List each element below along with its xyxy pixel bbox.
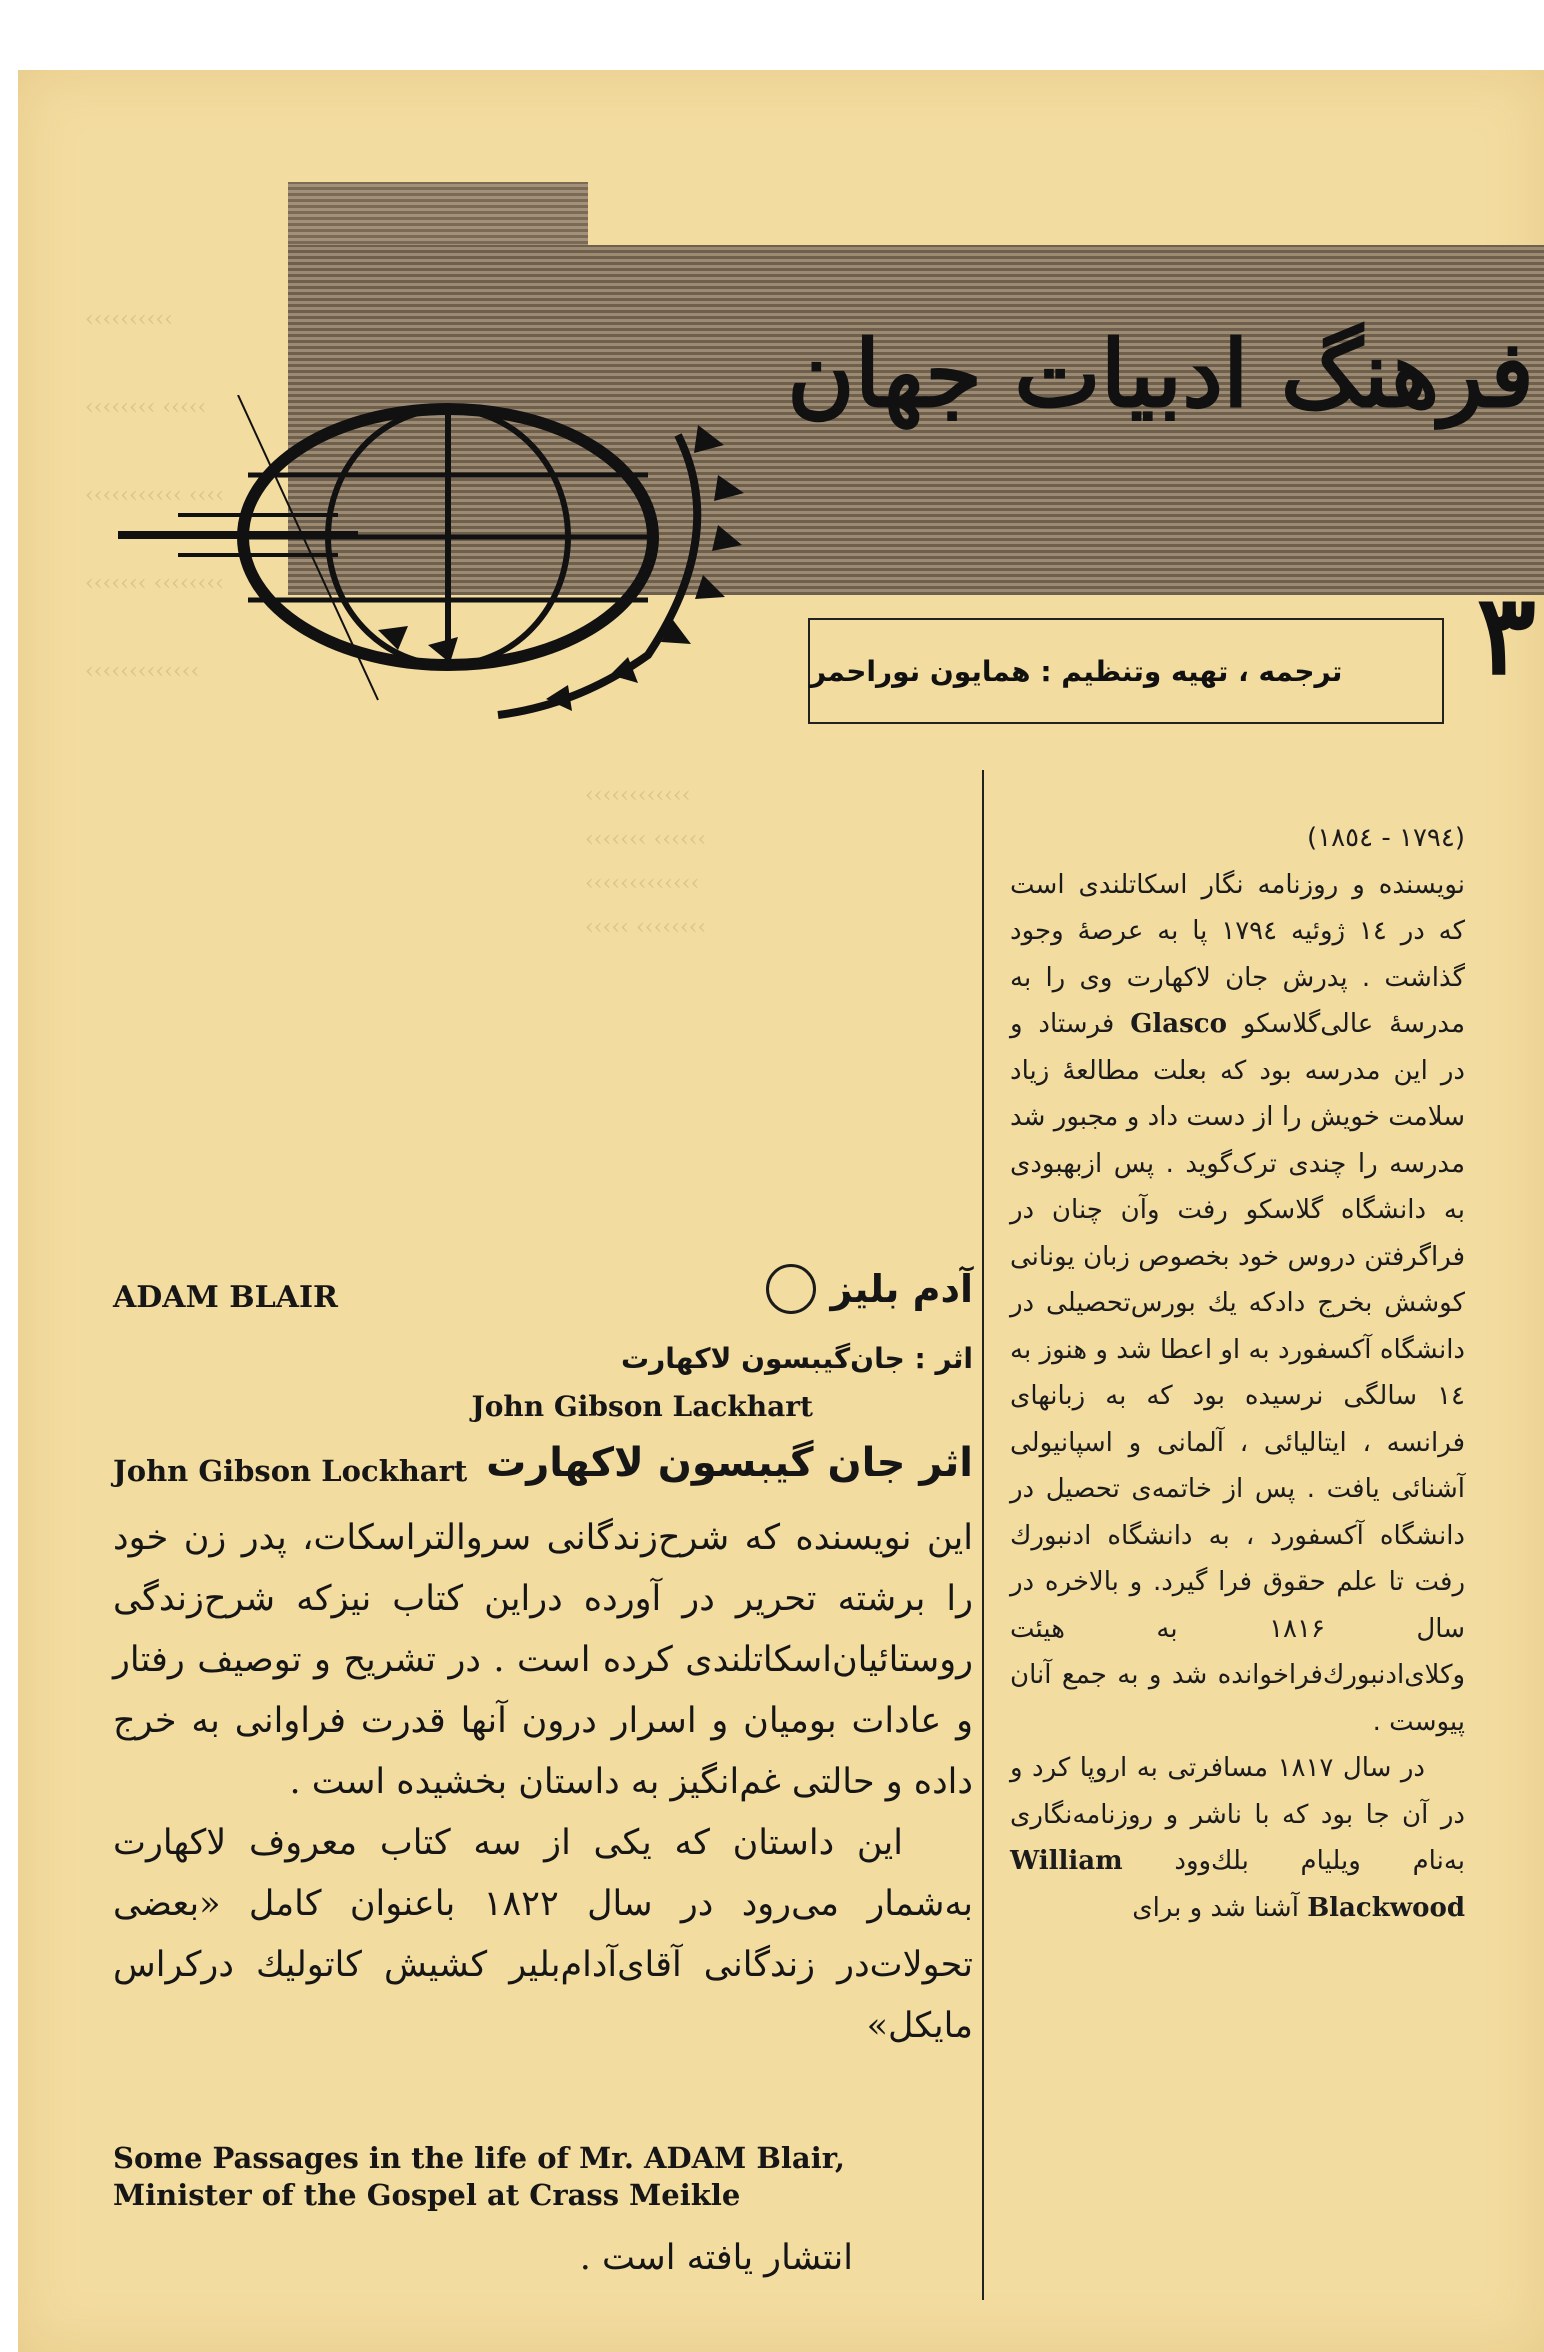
biography-text-1a: نویسنده و روزنامه نگار اسکاتلندی است که در ۱٤ ژوئیه ۱۷۹٤ پا به عرصهٔ وجود گذاشت . پدرش جان لاکهارت وی را به مدرسهٔ عالی‌گلاسکو bbox=[1010, 869, 1466, 1039]
column-divider bbox=[982, 770, 984, 2300]
biography-text-2a: در سال ۱۸۱۷ مسافرتی به اروپا کرد و در آن جا بود که با ناشر و روزنامه‌نگاری به‌نام ویلیام بلك‌وود bbox=[1010, 1753, 1465, 1876]
biography-text-1b: فرستاد و در این مدرسه بود که بعلت مطالعهٔ زیاد سلامت خویش را از دست داد و مجبور شد مدرسه را چندی ترک‌گوید . پس ازبهبودی به دانشگاه گلاسکو رفت وآن چنان در فراگرفتن دروس خود بخصوص زبان یونانی کوشش بخرج دادکه یك بورس‌تحصیلی در دانشگاه آکسفورد به او اعطا شد و هنوز به ۱٤ سالگی نرسیده بود که به زبانهای فرانسه ، ایتالیائی ، آلمانی و اسپانیولی آشنائی یافت . پس از خاتمه‌ی تحصیل در دانشگاه آکسفورد ، به دانشگاه ادنبورك رفت تا علم حقوق فرا گیرد. و بالاخره در سال ۱۸۱۶ به هیئت وکلای‌ادنبورك‌فراخوانده شد و به جمع آنان پیوست . bbox=[1010, 1009, 1465, 1737]
closing-line: انتشار یافته است . bbox=[579, 2238, 853, 2278]
glasco-en: Glasco bbox=[1130, 1009, 1227, 1039]
author-fa: اثر : جان‌گیبسون لاکهارت bbox=[620, 1342, 973, 1375]
circle-bullet-icon bbox=[766, 1264, 816, 1314]
book-title-en: Some Passages in the life of Mr. ADAM Blair, Minister of the Gospel at Crass Meikle bbox=[113, 2141, 845, 2212]
globe-laurel-emblem bbox=[118, 395, 818, 725]
issue-number: ۳ bbox=[1476, 570, 1536, 699]
biography-paragraph bbox=[1010, 862, 1465, 1746]
bleed-through-mid: ‹‹‹‹‹‹‹‹‹‹‹‹ ‹‹‹‹‹‹‹ ‹‹‹‹‹‹ ‹‹‹‹‹‹‹‹‹‹‹‹‹ ‹‹‹‹‹ ‹‹‹‹‹‹‹‹ bbox=[584, 783, 707, 940]
credit-box bbox=[808, 618, 1444, 724]
series-title: فرهنگ ادبیات جهان bbox=[787, 320, 1534, 428]
body-paragraph-2: این داستان که یکی از سه کتاب معروف لاکهارت به‌شمار می‌رود در سال ۱۸۲۲ باعنوان کامل «بعضی تحولات‌در زندگانی آقای‌آدام‌بلیر کشیش کاتولیك درکراس مایکل» bbox=[113, 1823, 973, 2046]
entry-body bbox=[113, 1508, 973, 2057]
heading-fa: اثر جان گیبسون لاکهارت bbox=[486, 1440, 973, 1486]
entry-title-fa-row bbox=[766, 1264, 973, 1314]
lifespan-dates: (۱۷۹٤ - ۱۸٥٤) bbox=[1307, 823, 1465, 853]
author-en: John Gibson Lackhart bbox=[471, 1390, 813, 1423]
bleed-through-left: ‹‹‹‹‹‹‹‹‹‹ ‹‹‹‹‹‹‹‹ ‹‹‹‹‹ ‹‹‹‹‹‹‹‹‹‹‹ ‹‹‹‹ ‹‹‹‹‹‹‹ ‹‹‹‹‹‹‹‹ ‹‹‹‹‹‹‹‹‹‹‹‹‹ bbox=[84, 307, 224, 684]
section-heading bbox=[113, 1440, 973, 1500]
heading-en: John Gibson Lockhart bbox=[113, 1454, 468, 1488]
william-en: William bbox=[1010, 1846, 1123, 1876]
biography-paragraph-2 bbox=[1010, 1745, 1465, 1931]
entry-title-en: ADAM BLAIR bbox=[113, 1280, 338, 1315]
credit-text: ترجمه ، تهیه وتنظیم : همایون نوراحمر bbox=[810, 654, 1343, 688]
blackwood-en: Blackwood bbox=[1307, 1892, 1465, 1923]
magazine-page bbox=[18, 70, 1544, 2352]
entry-title-fa: آدم بلیز bbox=[830, 1267, 973, 1311]
biography-column bbox=[1010, 815, 1465, 1931]
biography-text-2b: آشنا شد و برای bbox=[1132, 1892, 1299, 1923]
body-paragraph-1: این نویسنده که شرح‌زندگانی سروالتراسکات، پدر زن خود را برشته تحریر در آورده دراین کتاب نیزکه شرح‌زندگی روستائیان‌اسکاتلندی کرده است . در تشریح و توصیف رفتار و عادات بومیان و اسرار درون آنها قدرت فراوانی به خرج داده و حالتی غم‌انگیز به داستان بخشیده است . bbox=[113, 1518, 973, 1802]
